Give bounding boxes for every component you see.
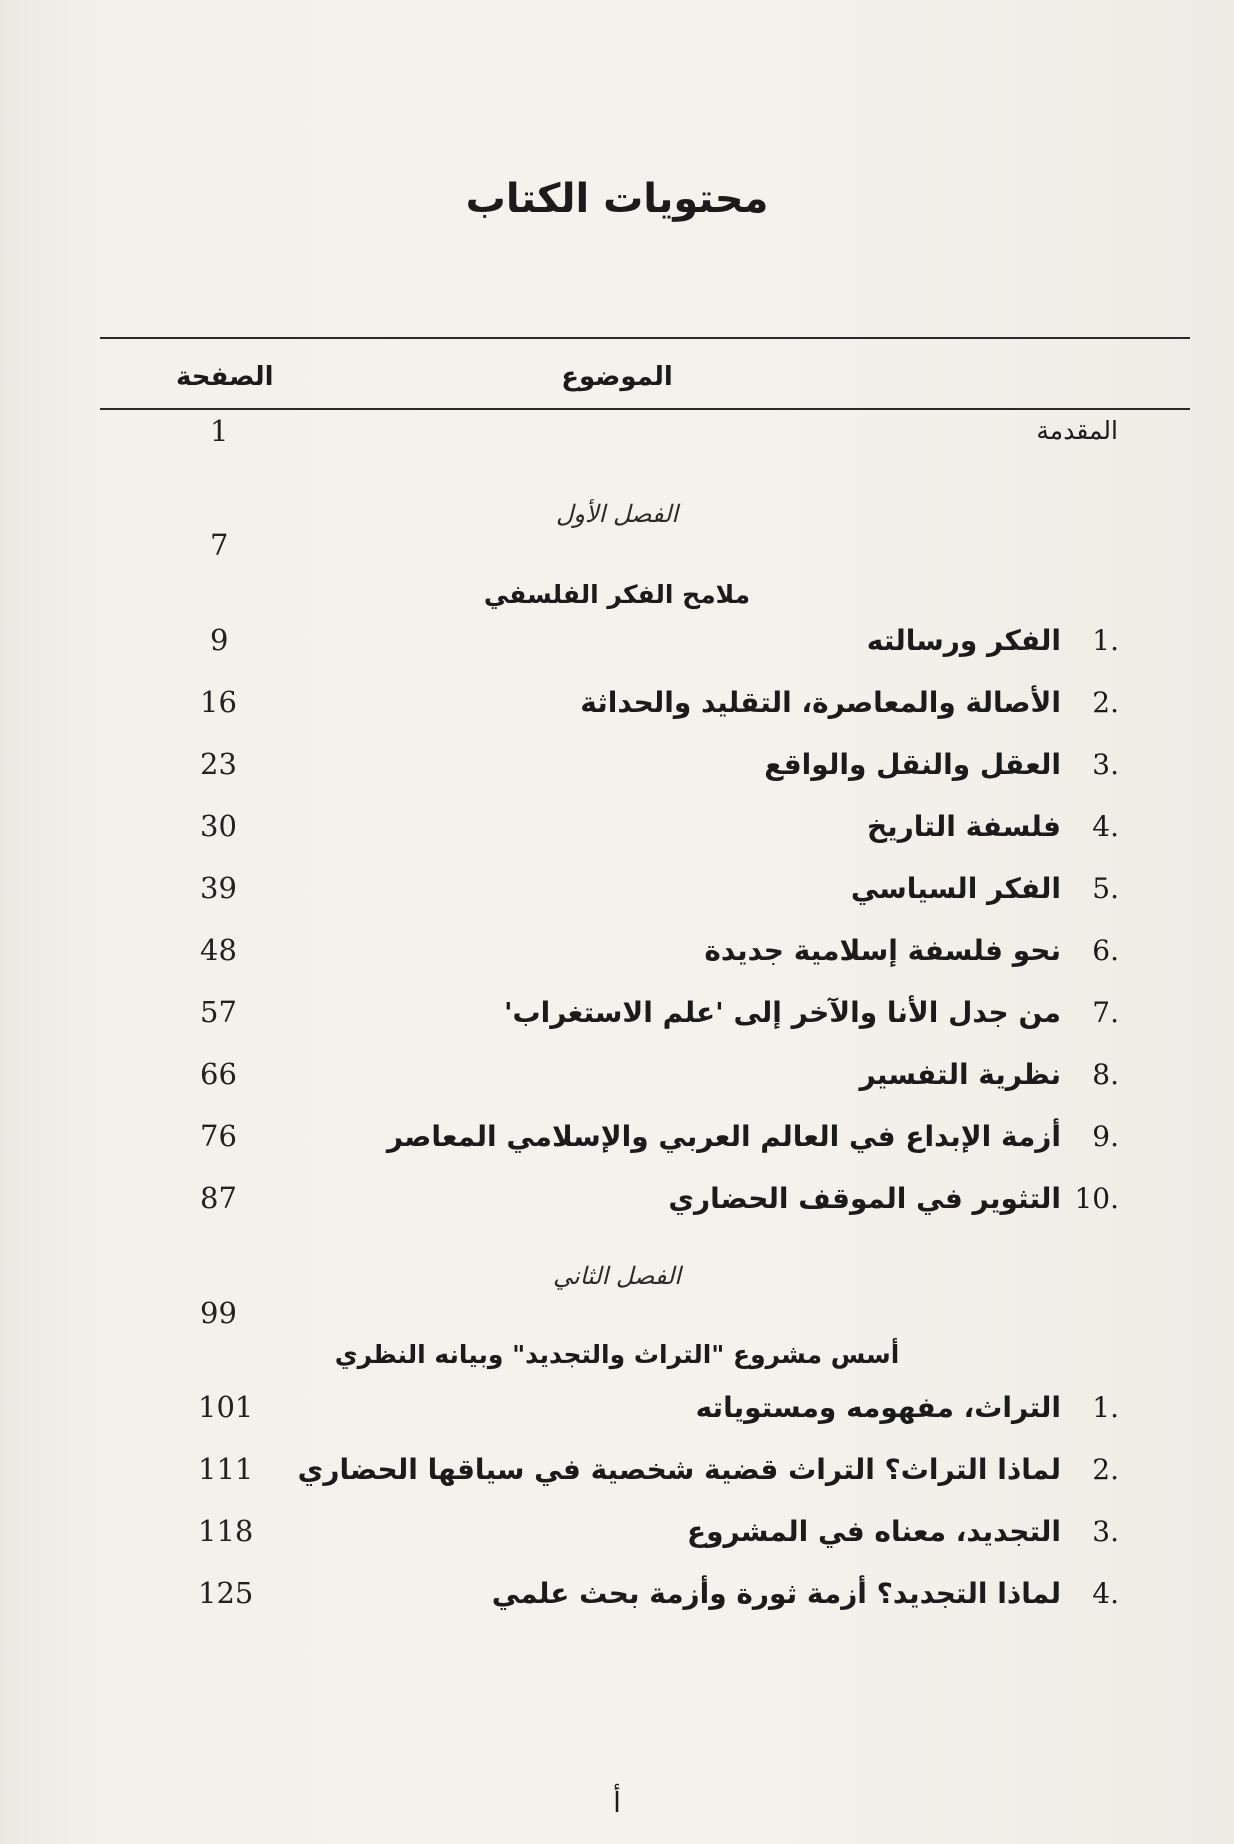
entry-number: 7. xyxy=(1092,996,1119,1029)
entry-page: 125 xyxy=(198,1576,254,1610)
toc-entry xyxy=(580,686,1119,719)
entry-number: 3. xyxy=(1092,1515,1119,1548)
toc-entry xyxy=(867,810,1119,843)
page-folio: أ xyxy=(613,1786,621,1819)
entry-title: العقل والنقل والواقع xyxy=(764,748,1061,781)
intro-page: 1 xyxy=(210,414,229,448)
chapter-1-heading: الفصل الأول xyxy=(555,500,679,528)
page-title: محتويات الكتاب xyxy=(465,176,769,222)
chapter-1-title: ملامح الفكر الفلسفي xyxy=(483,580,751,609)
entry-title: التراث، مفهومه ومستوياته xyxy=(695,1391,1061,1424)
entry-number: 10. xyxy=(1074,1182,1119,1215)
toc-entry xyxy=(851,872,1119,905)
entry-number: 4. xyxy=(1092,1577,1119,1610)
entry-page: 30 xyxy=(200,809,237,843)
entry-page: 87 xyxy=(200,1181,237,1215)
toc-entry xyxy=(704,934,1119,967)
entry-number: 6. xyxy=(1092,934,1119,967)
entry-title: من جدل الأنا والآخر إلى 'علم الاستغراب' xyxy=(503,996,1061,1029)
page-column-header: الصفحة xyxy=(176,362,274,392)
toc-entry xyxy=(492,1577,1119,1610)
entry-page: 66 xyxy=(200,1057,237,1091)
entry-page: 57 xyxy=(200,995,237,1029)
chapter-2-title: أسس مشروع "التراث والتجديد" وبيانه النظري xyxy=(334,1340,900,1369)
entry-number: 1. xyxy=(1092,624,1119,657)
entry-title: فلسفة التاريخ xyxy=(866,810,1061,843)
entry-title: لماذا التراث؟ التراث قضية شخصية في سياقها الحضاري xyxy=(297,1453,1061,1486)
intro-label: المقدمة xyxy=(1036,416,1118,445)
toc-entry xyxy=(764,748,1119,781)
toc-entry xyxy=(860,1058,1119,1091)
toc-entry xyxy=(298,1453,1119,1486)
toc-entry xyxy=(668,1182,1119,1215)
entry-title: لماذا التجديد؟ أزمة ثورة وأزمة بحث علمي xyxy=(491,1577,1061,1610)
entry-page: 101 xyxy=(198,1390,254,1424)
entry-title: التثوير في الموقف الحضاري xyxy=(668,1182,1061,1215)
entry-number: 5. xyxy=(1092,872,1119,905)
entry-title: نحو فلسفة إسلامية جديدة xyxy=(704,934,1061,967)
chapter-2-heading: الفصل الثاني xyxy=(553,1262,681,1290)
entry-title: نظرية التفسير xyxy=(859,1058,1061,1091)
entry-page: 16 xyxy=(200,685,237,719)
entry-page: 118 xyxy=(198,1514,254,1548)
entry-title: أزمة الإبداع في العالم العربي والإسلامي المعاصر xyxy=(386,1120,1061,1153)
entry-number: 2. xyxy=(1092,1453,1119,1486)
toc-entry xyxy=(387,1120,1119,1153)
entry-number: 1. xyxy=(1092,1391,1119,1424)
entry-title: التجديد، معناه في المشروع xyxy=(686,1515,1061,1548)
header-rule-bottom xyxy=(100,408,1190,410)
entry-number: 9. xyxy=(1092,1120,1119,1153)
entry-title: الفكر ورسالته xyxy=(866,624,1061,657)
toc-entry xyxy=(867,624,1119,657)
entry-number: 4. xyxy=(1092,810,1119,843)
toc-entry xyxy=(504,996,1119,1029)
header-rule-top xyxy=(100,337,1190,339)
entry-title: الفكر السياسي xyxy=(850,872,1061,905)
entry-title: الأصالة والمعاصرة، التقليد والحداثة xyxy=(580,686,1061,719)
entry-page: 9 xyxy=(210,623,229,657)
entry-page: 48 xyxy=(200,933,237,967)
entry-page: 23 xyxy=(200,747,237,781)
chapter-1-page: 7 xyxy=(210,528,229,562)
entry-page: 111 xyxy=(198,1452,254,1486)
entry-number: 8. xyxy=(1092,1058,1119,1091)
entry-page: 39 xyxy=(200,871,237,905)
chapter-2-page: 99 xyxy=(200,1296,237,1330)
entry-page: 76 xyxy=(200,1119,237,1153)
entry-number: 2. xyxy=(1092,686,1119,719)
entry-number: 3. xyxy=(1092,748,1119,781)
topic-column-header: الموضوع xyxy=(561,362,673,392)
toc-entry xyxy=(696,1391,1119,1424)
toc-entry xyxy=(687,1515,1119,1548)
